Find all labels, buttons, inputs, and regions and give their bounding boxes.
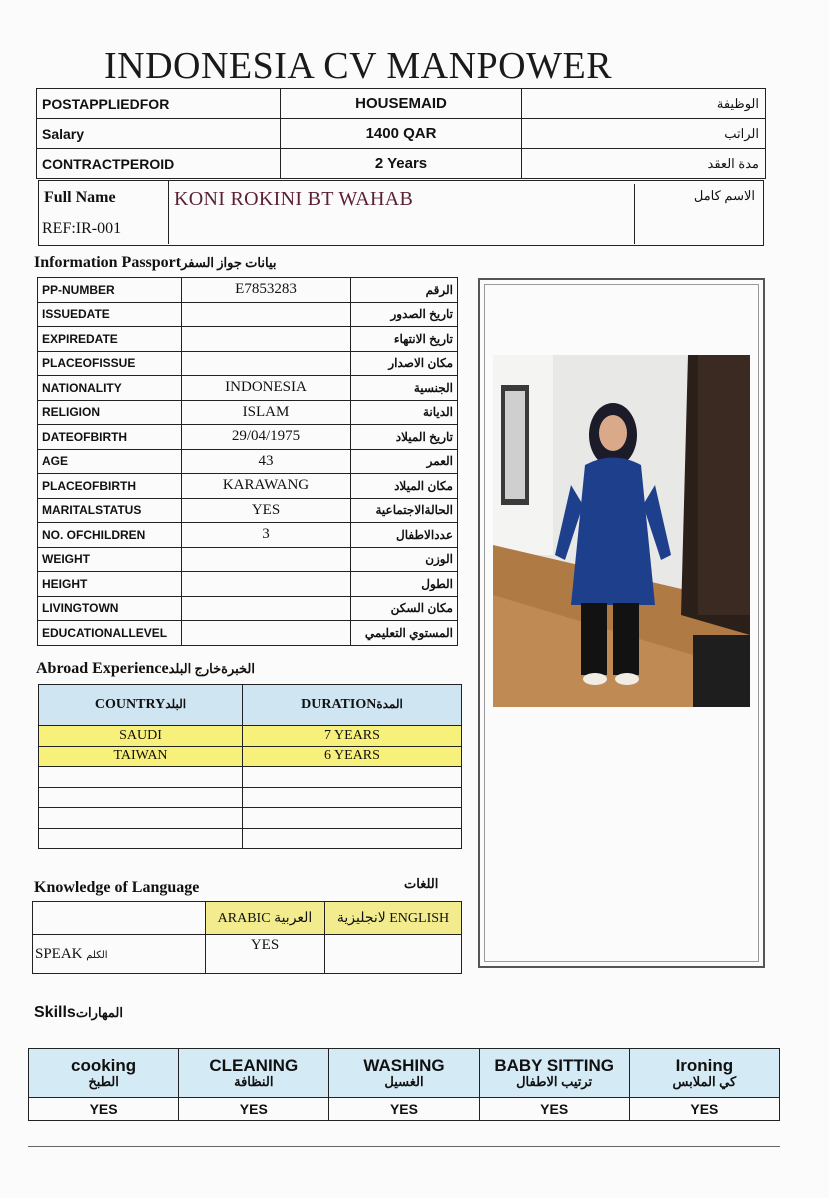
passport-field-value (182, 327, 351, 352)
passport-field-label-ar: مكان الاصدار (351, 351, 458, 376)
country-header-en: COUNTRY (94, 697, 166, 712)
abroad-duration (243, 808, 462, 829)
passport-field-label-ar: مكان الميلاد (351, 474, 458, 499)
abroad-duration: 6 YEARS (243, 746, 462, 767)
passport-field-label: PLACEOFISSUE (38, 351, 182, 376)
passport-field-label-ar: الجنسية (351, 376, 458, 401)
skill-header (329, 1049, 479, 1098)
abroad-country: TAIWAN (39, 746, 243, 767)
passport-row (38, 278, 458, 303)
passport-field-label: MARITALSTATUS (38, 498, 182, 523)
passport-field-value: ISLAM (182, 400, 351, 425)
abroad-country (39, 767, 243, 788)
passport-field-value: 29/04/1975 (182, 425, 351, 450)
applicant-photo (493, 355, 750, 707)
passport-field-label-ar: عددالاطفال (351, 523, 458, 548)
skills-header-row (29, 1049, 780, 1098)
duration-header (243, 685, 462, 726)
abroad-experience-table (38, 684, 462, 849)
passport-heading-en: Information Passport (34, 254, 182, 271)
passport-field-label: AGE (38, 449, 182, 474)
abroad-header-row (39, 685, 462, 726)
passport-field-label-ar: الحالةالاجتماعية (351, 498, 458, 523)
job-value: 1400 QAR (281, 119, 522, 149)
passport-row (38, 351, 458, 376)
abroad-country (39, 808, 243, 829)
page-title: INDONESIA CV MANPOWER (104, 45, 613, 87)
skills-heading-en: Skills (34, 1004, 76, 1021)
passport-field-value: 3 (182, 523, 351, 548)
skill-name: WASHING (363, 1056, 445, 1076)
abroad-row (39, 767, 462, 788)
skills-value-row (29, 1098, 780, 1121)
passport-row (38, 474, 458, 499)
skill-header (479, 1049, 629, 1098)
passport-field-label-ar: تاريخ الصدور (351, 302, 458, 327)
full-name-value: KONI ROKINI BT WAHAB (174, 188, 414, 210)
arabic-speak-value: YES (206, 935, 325, 974)
passport-field-label: HEIGHT (38, 572, 182, 597)
country-header (39, 685, 243, 726)
duration-header-ar: المدة (376, 697, 403, 711)
speak-label-en: SPEAK (35, 945, 83, 962)
language-speak-row (33, 935, 462, 974)
passport-row (38, 400, 458, 425)
job-value: HOUSEMAID (281, 89, 522, 119)
passport-field-label: EXPIREDATE (38, 327, 182, 352)
passport-field-label: ISSUEDATE (38, 302, 182, 327)
reference-number: REF:IR-001 (42, 220, 122, 237)
footer-line (28, 1146, 780, 1147)
passport-row (38, 498, 458, 523)
skill-name-ar: كي الملابس (672, 1074, 737, 1090)
language-table (32, 901, 462, 974)
skill-value: YES (329, 1098, 479, 1121)
passport-field-value (182, 351, 351, 376)
abroad-duration (243, 787, 462, 808)
skill-value: YES (179, 1098, 329, 1121)
language-heading-ar: اللغات (404, 876, 439, 891)
passport-field-value (182, 302, 351, 327)
passport-field-label-ar: تاريخ الانتهاء (351, 327, 458, 352)
divider (634, 184, 635, 244)
abroad-row (39, 828, 462, 849)
job-value: 2 Years (281, 149, 522, 179)
passport-row (38, 302, 458, 327)
job-row (37, 89, 766, 119)
passport-field-label: WEIGHT (38, 547, 182, 572)
language-header-row (33, 902, 462, 935)
job-label: POSTAPPLIEDFOR (37, 89, 281, 119)
abroad-duration (243, 828, 462, 849)
abroad-row (39, 808, 462, 829)
language-heading: Knowledge of Language (34, 879, 200, 896)
passport-field-label-ar: المستوي التعليمي (351, 621, 458, 646)
skill-name: CLEANING (209, 1056, 299, 1076)
skill-value: YES (479, 1098, 629, 1121)
full-name-label: Full Name (44, 189, 116, 206)
abroad-country (39, 828, 243, 849)
passport-field-label-ar: الوزن (351, 547, 458, 572)
speak-label (33, 935, 206, 974)
skill-name: BABY SITTING (494, 1056, 614, 1076)
skill-name-ar: ترتيب الاطفال (516, 1074, 593, 1090)
abroad-row (39, 746, 462, 767)
skill-name-ar: النظافة (234, 1074, 274, 1090)
passport-table (37, 277, 458, 646)
passport-field-label-ar: الديانة (351, 400, 458, 425)
abroad-heading-ar: الخبرةخارج البلد (168, 661, 256, 676)
job-label: Salary (37, 119, 281, 149)
skill-header (29, 1049, 179, 1098)
passport-field-label: PLACEOFBIRTH (38, 474, 182, 499)
passport-row (38, 572, 458, 597)
skill-value: YES (29, 1098, 179, 1121)
job-label-ar: الوظيفة (522, 89, 766, 119)
speak-label-ar: الكلم (86, 949, 108, 961)
passport-field-label: PP-NUMBER (38, 278, 182, 303)
skill-header (629, 1049, 779, 1098)
passport-field-value: E7853283 (182, 278, 351, 303)
skills-heading-ar: المهارات (75, 1005, 123, 1020)
skill-name-ar: الطبخ (88, 1074, 119, 1090)
job-info-table (36, 88, 766, 179)
passport-field-value (182, 572, 351, 597)
passport-field-label: LIVINGTOWN (38, 596, 182, 621)
passport-row (38, 621, 458, 646)
passport-field-label: NATIONALITY (38, 376, 182, 401)
job-label-ar: مدة العقد (522, 149, 766, 179)
skills-heading (34, 1004, 123, 1022)
skill-header (179, 1049, 329, 1098)
job-label: CONTRACTPEROID (37, 149, 281, 179)
passport-row (38, 523, 458, 548)
job-row (37, 149, 766, 179)
skill-value: YES (629, 1098, 779, 1121)
passport-row (38, 327, 458, 352)
passport-field-label-ar: الرقم (351, 278, 458, 303)
passport-field-label-ar: العمر (351, 449, 458, 474)
passport-field-label-ar: مكان السكن (351, 596, 458, 621)
passport-heading-ar: بيانات جواز السفر (181, 255, 277, 270)
skill-name: cooking (71, 1056, 137, 1076)
passport-field-label: DATEOFBIRTH (38, 425, 182, 450)
job-label-ar: الراتب (522, 119, 766, 149)
skill-name-ar: الغسيل (384, 1074, 424, 1090)
duration-header-en: DURATION (301, 697, 377, 712)
passport-field-label: RELIGION (38, 400, 182, 425)
abroad-duration: 7 YEARS (243, 726, 462, 747)
passport-field-value: INDONESIA (182, 376, 351, 401)
job-row (37, 119, 766, 149)
abroad-row (39, 726, 462, 747)
passport-field-label-ar: تاريخ الميلاد (351, 425, 458, 450)
passport-field-value: 43 (182, 449, 351, 474)
passport-row (38, 596, 458, 621)
arabic-header: ARABIC العربية (206, 902, 325, 935)
english-header: لانجليزية ENGLISH (325, 902, 462, 935)
passport-row (38, 425, 458, 450)
abroad-duration (243, 767, 462, 788)
passport-field-value (182, 596, 351, 621)
passport-field-value (182, 547, 351, 572)
passport-field-value: YES (182, 498, 351, 523)
skills-table (28, 1048, 780, 1121)
abroad-country: SAUDI (39, 726, 243, 747)
passport-field-label-ar: الطول (351, 572, 458, 597)
english-speak-value (325, 935, 462, 974)
passport-heading (34, 254, 277, 272)
empty-cell (33, 902, 206, 935)
passport-field-label: EDUCATIONALLEVEL (38, 621, 182, 646)
abroad-heading-en: Abroad Experience (36, 660, 169, 677)
abroad-heading (36, 660, 255, 678)
abroad-country (39, 787, 243, 808)
abroad-row (39, 787, 462, 808)
passport-field-value: KARAWANG (182, 474, 351, 499)
passport-field-label: NO. OFCHILDREN (38, 523, 182, 548)
passport-row (38, 376, 458, 401)
passport-row (38, 547, 458, 572)
passport-row (38, 449, 458, 474)
divider (168, 180, 169, 244)
skill-name: Ironing (675, 1056, 734, 1076)
passport-field-value (182, 621, 351, 646)
country-header-ar: البلد (165, 697, 187, 711)
full-name-label-ar: الاسم كامل (693, 188, 755, 203)
